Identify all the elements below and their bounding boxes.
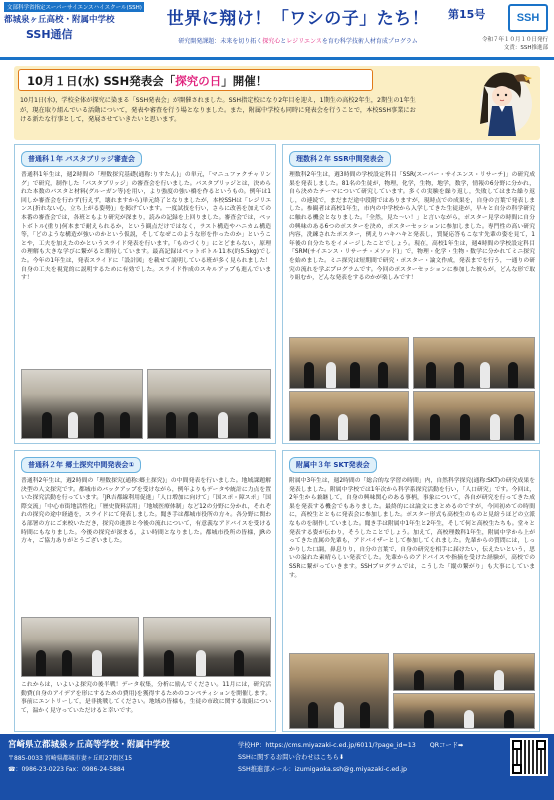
theme-prefix: 研究開発課題：未来を切り拓く [178,38,263,45]
footer-inquiry: SSHに関するお問い合わせはこちら⬇ [238,754,345,761]
skt-photo-3 [393,693,535,729]
lead-title [18,69,373,91]
theme-highlight-1: 探究心 [262,38,281,45]
lead-title-suffix: 」開催！ [221,74,268,88]
footer-school-name: 宮崎県立都城泉ヶ丘高等学校・附属中学校 [8,740,170,750]
ssh-logo: SSH [508,4,548,32]
qr-code[interactable] [510,738,548,776]
headline: 世界に翔け！「ワシの子」たち！ [166,9,430,29]
program-bar: 文部科学省指定スーパーサイエンスハイスクール(SSH) 第Ⅰ期 令和６年４月～令和11年３月(５年間) [4,2,144,12]
qr-label: QRコード➡ [429,742,464,749]
article-local-inquiry [14,450,276,732]
local-inquiry-photo-1 [21,617,139,677]
article-skt-title: 附属中３年 SKT発表会 [289,457,377,473]
ssr-poster-photo-2 [413,337,535,389]
skt-photo-2 [393,653,535,691]
skt-photo-1 [289,653,389,729]
newsletter-footer [0,734,554,800]
school-name: 都城泉ヶ丘高校・附属中学校 [4,15,115,25]
lead-body: 10月1日(水)，学校全体が探究に染まる「SSH発表会」が開催されました。SSH指定校になり2年目を迎え，1期生の高校2年生，2期生の1年生が，現在取り組んでいる活動について，発表や審査を行う場となりました。また，附属中学校も同時に発表会を行うことで，本校SSH事業における新たな行事として，発展させていきたいと思います。 [20,97,416,123]
pasta-bridge-photo-2 [147,369,271,439]
ssr-poster-photo-3 [289,391,409,441]
article-pasta-bridge-body: 普通科1年生は，週2時間の「理数探究基礎(通称:りすたん)」の単元，「マニュファクチャリング」で研究，制作した「パスタブリッジ」の審査会を行いました。パスタブリッジとは，決められた本数のパスタと材料(グルーガン等)を用い，より強度の強い橋を作るというもの。例年は1回しか審査会を行わず(行えず，壊れますから)単元終了となりましたが，本校SSHは「レジリエンス(折れない心，立ち上がる姿勢)」を掲げています。一度試技を行い，さらに改善を加えての本番の審査会では，各班ともより研究が深まり，読みの記録を上回りました。審査会では，ペットボトル(重り)何本まで耐えられるか，という観点だけではなく，ラスト構造やハニカム構造等，「どのような構造が強いのかという仮説，そしてなぜこのような形を作ったのか」ということや，工夫を加えたのかというスライド発表を行います。「ものづくり」にとどまらない，原理の理解も大きな学びに繋がると期待しています。最高記録はペットボトル11本(約5.5kg)でした。今年の1年生は，発表スライドに「設計図」を載せて説明している班が多く見られました！自身の工夫を視覚的に説明するために有効でした。スライド作成のスキルアップも進んでいます！ [21,172,271,282]
article-skt-body: 附属中3年生は，週2時間の「総合的な学習の時間」内，自然科学探究(通称:SKT)の研究成果を発表しました。附属中学校では1年次から科学系探究活動を行い，「人口研究」です。今回は，2年生から兼継して，自身の興味関心のある事柄，事象について，各自が研究を行ってきた成果を発表する機会でもありました。最終的には論文にまとめるのですが，今回初めての時間に，高校生とともに発表会に参加しました。ポスター形式も高校生のものと見紛うほどの立派なものを制作していました。聞き手は附属中1年生と2年生，そして何と高校生たちも。堂々と発表する姿が伝わり，そうしたことでしょう。加えて，高校理数科1年生，附属中学から上がってきた直属の先輩も，アドバイザーとして参加してくれました。先輩からの質問には，しっかりした口調，鼻息りり，自分の言葉で，自身の研究を相手に届けたい，伝えたいという，思いの溢れた素晴らしい発表でした。先輩からのアドバイスや指摘を受けた経験が，高校でのSSRに繋がっていきます。SSHプログラムでは，こうした「縦の繋がり」も大事にしています。 [289,478,535,579]
article-pasta-bridge [14,144,276,444]
lead-title-prefix: 10月１日(水) SSH発表会「 [27,74,176,88]
header-divider [0,57,554,60]
issue-author: 文責：SSH推進部 [503,45,548,51]
footer-phone: ☎：0986-23-0223 Fax：0986-24-5884 [8,766,125,773]
article-pasta-bridge-title: 普通科１年 パスタブリッジ審査会 [21,151,142,167]
footer-homepage-row [238,740,463,749]
issue-date: 令和７年１０月１０日発行 [481,37,548,43]
article-ssr-interim-body: 理数科2年生は，週3時間の学校設定科目「SSR(スーパー・サイエンス・リサーチ)」の研究成果を発表しました。81名の生徒が，物理，化学，生物，地学，数学，情報の6分野に分かれ，自ら決めたテーマについて研究しています。多くの実験を繰り返し，失敗してはまた繰り返し，の連続で，まだまだ途中段階ではありますが，現時点での成果を，自身の言葉で発表しました。参観者は高校1年生，市内の中学校から入学してきた生徒達が，早々と自分の科学研究に触れる機会となりました。「全然，見た～い！」と言いながら，ポスター見学の時間に自分の興味のある6つのポスターを決め，ポスターセッションに参加しました。専門性の高い研究内容，洗練されたポスター，例えりハキハキと発表し，質疑応答もこなす先輩の姿を見て，1年後の自分たちをイメージしたことでしょう。現在，高校1年生は，週4時間の学校設定科目「SRM(サイエンス・リサーチ・メソッド)」で，物理・化学・生物・数学に分かれてミニ探究を始めました。ミニ探究は短期間で研究・ポスター・論文作成，発表までを行う，一通りの研究の流れを学ぶプログラムです。今回のポスターセッションに参加した彼らが，どんな形で取り組むか，どんな発表をするのかが楽しみです！ [289,172,535,282]
newsletter-header [0,0,554,56]
lead-article [14,66,540,140]
ssr-poster-photo-1 [289,337,409,389]
newsletter-title: SSH通信 [26,28,73,41]
school-homepage-link[interactable]: 学校HP：https://cms.miyazaki-c.ed.jp/6011/?page_id=13 [238,742,416,749]
article-local-inquiry-body: 普通科2年生は，週2時間の「理数探究(通称:郷土探究)」の中間発表を行いました。地域課題解決型の人文探究です。都城市のバックアップを受けながら，例年よりもデータや統計に力点を置いた探究活動を行っています。「JR吉都線利用促進」「人口増加に向けて」「国スポ・障スポ」「国際交流」「中心市街地活性化」「歴史資料活用」「地域医療体制」など12の分野に分かれ，それぞれの探究の途中経過を，スライドにて発表しました。聞き手は都城市役所の方々。各分野に関わる部署の方にご来校いただき，探究の進捗と今後の流れについて，有意義なアドバイスを受ける時間にもなりました。今後の探究が深まる，よい時間となりました。都城市役所の皆様，JRの方々，ご協力ありがとうございました。 [21,478,271,545]
footer-address: 〒885-0033 宮崎県都城市妻ヶ丘町27街区15 [8,755,133,762]
article-ssr-interim [282,144,540,444]
theme-mid: と [280,38,287,45]
lead-title-highlight: 探究の日 [175,74,222,88]
theme-suffix: を育む科学技術人材育成プログラム [321,38,418,45]
pasta-bridge-photo-1 [21,369,143,439]
ssr-poster-photo-4 [413,391,535,441]
research-theme [148,36,448,45]
theme-highlight-2: レジリエンス [286,38,322,45]
footer-mail-link[interactable]: SSH推進部メール：izumigaoka.ssh@g.miyazaki-c.ed.jp [238,766,407,773]
footer-links [238,740,463,773]
footer-contact [8,738,170,773]
article-ssr-interim-title: 理数科２年 SSR中間発表会 [289,151,391,167]
article-local-inquiry-note: これからは，いよいよ探究の後半戦！データ収集，分析に励んでください。11月には，研究活動費(自身のアイデアを形にするための費用)を獲得するためのコンペティションを開催します。事前にエントリーして，是非挑戦してください。地域の皆様も，生徒の市政に関する取組について，温かく見守っていただけると幸いです。 [21,682,271,714]
header-center [148,4,448,45]
mascot-eagle-girl-illustration [454,66,534,140]
article-local-inquiry-title: 普通科２年 郷土探究中間発表会① [21,457,141,473]
issue-number: 第15号 [448,8,486,21]
article-skt [282,450,540,732]
local-inquiry-photo-2 [143,617,271,677]
header-right [448,4,548,54]
